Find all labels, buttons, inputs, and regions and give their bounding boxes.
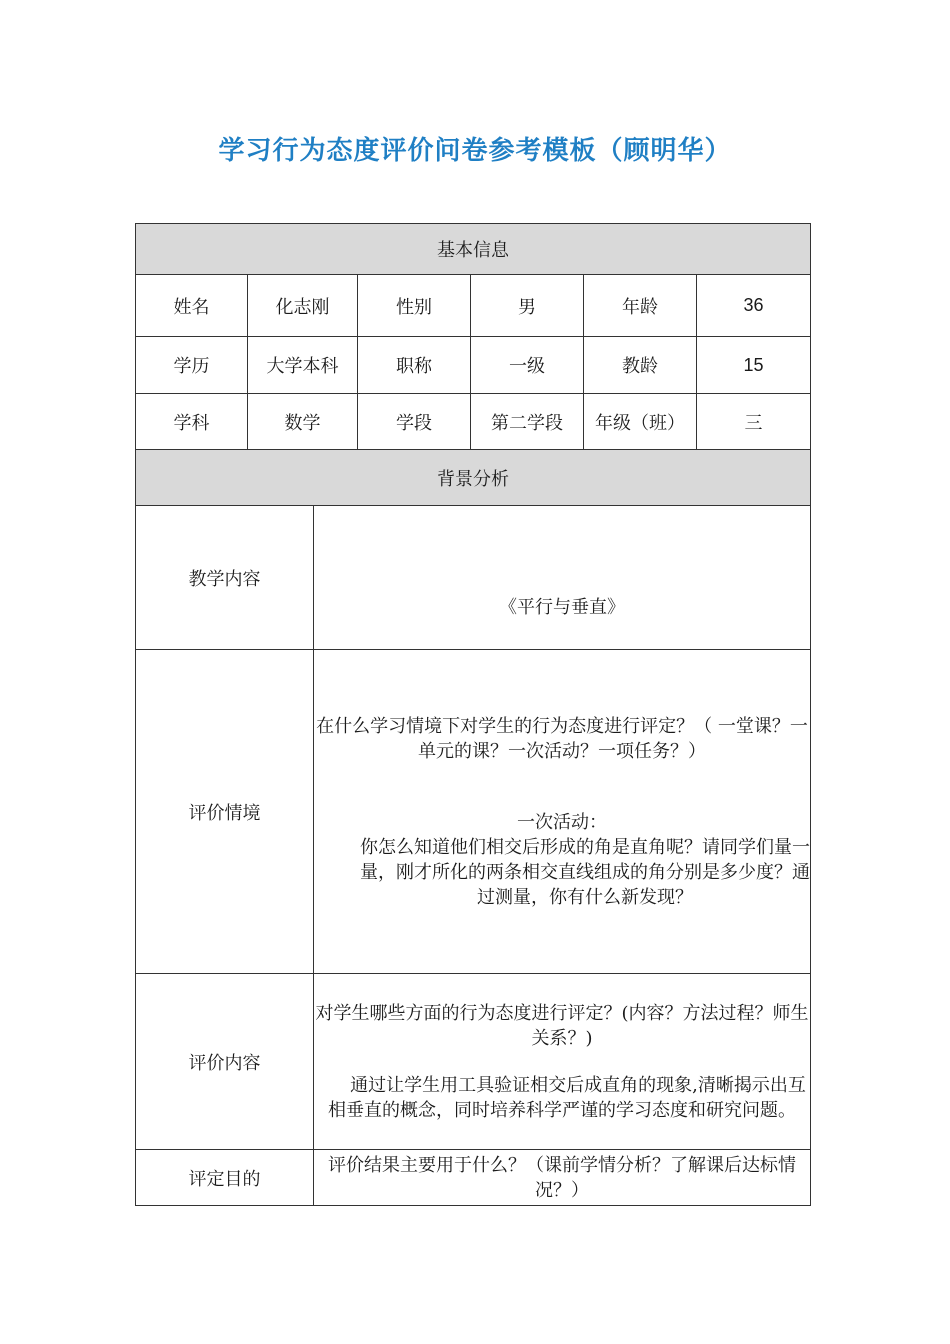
purpose-cell [314,1150,811,1206]
situation-label: 评价情境 [136,650,314,974]
title-rank-value: 一级 [471,337,584,394]
gender-value: 男 [471,275,584,337]
grade-label: 年级（班） [584,394,697,450]
education-label: 学历 [136,337,248,394]
situation-cell [314,650,811,974]
eval-content-answer: 通过让学生用工具验证相交后成直角的现象,清晰揭示出互相垂直的概念，同时培养科学严谨的学习态度和研究问题。 [328,1074,806,1121]
stage-label: 学段 [358,394,471,450]
teaching-content-value: 《平行与垂直》 [499,597,626,618]
subject-value: 数学 [248,394,358,450]
grade-value: 三 [697,394,811,450]
purpose-label: 评定目的 [136,1150,314,1206]
subject-label: 学科 [136,394,248,450]
eval-content-question: 对学生哪些方面的行为态度进行评定？(内容？方法过程？师生关系？) [315,1002,809,1049]
age-value: 36 [697,275,811,337]
background-header: 背景分析 [136,450,811,506]
teaching-content-cell [314,506,811,650]
page-title: 学习行为态度评价问卷参考模板（顾明华） [218,136,732,166]
eval-content-label: 评价内容 [136,974,314,1150]
education-value: 大学本科 [248,337,358,394]
situation-answer-head: 一次活动： [517,811,608,833]
situation-answer-body: 你怎么知道他们相交后形成的角是直角呢？请同学们量一量，刚才所化的两条相交直线组成的角分别是多少度？通过测量，你有什么新发现？ [360,836,811,908]
basic-info-header: 基本信息 [136,224,811,275]
purpose-question: 评价结果主要用于什么？（课前学情分析？了解课后达标情况？） [328,1154,797,1201]
age-label: 年龄 [584,275,697,337]
evaluation-table [135,223,811,1206]
name-value: 化志刚 [248,275,358,337]
stage-value: 第二学段 [471,394,584,450]
eval-content-cell [314,974,811,1150]
teaching-years-value: 15 [697,337,811,394]
situation-question: 在什么学习情境下对学生的行为态度进行评定？（ 一堂课？一单元的课？一次活动？一项任务？） [316,715,808,762]
name-label: 姓名 [136,275,248,337]
gender-label: 性别 [358,275,471,337]
teaching-content-label: 教学内容 [136,506,314,650]
teaching-years-label: 教龄 [584,337,697,394]
title-rank-label: 职称 [358,337,471,394]
